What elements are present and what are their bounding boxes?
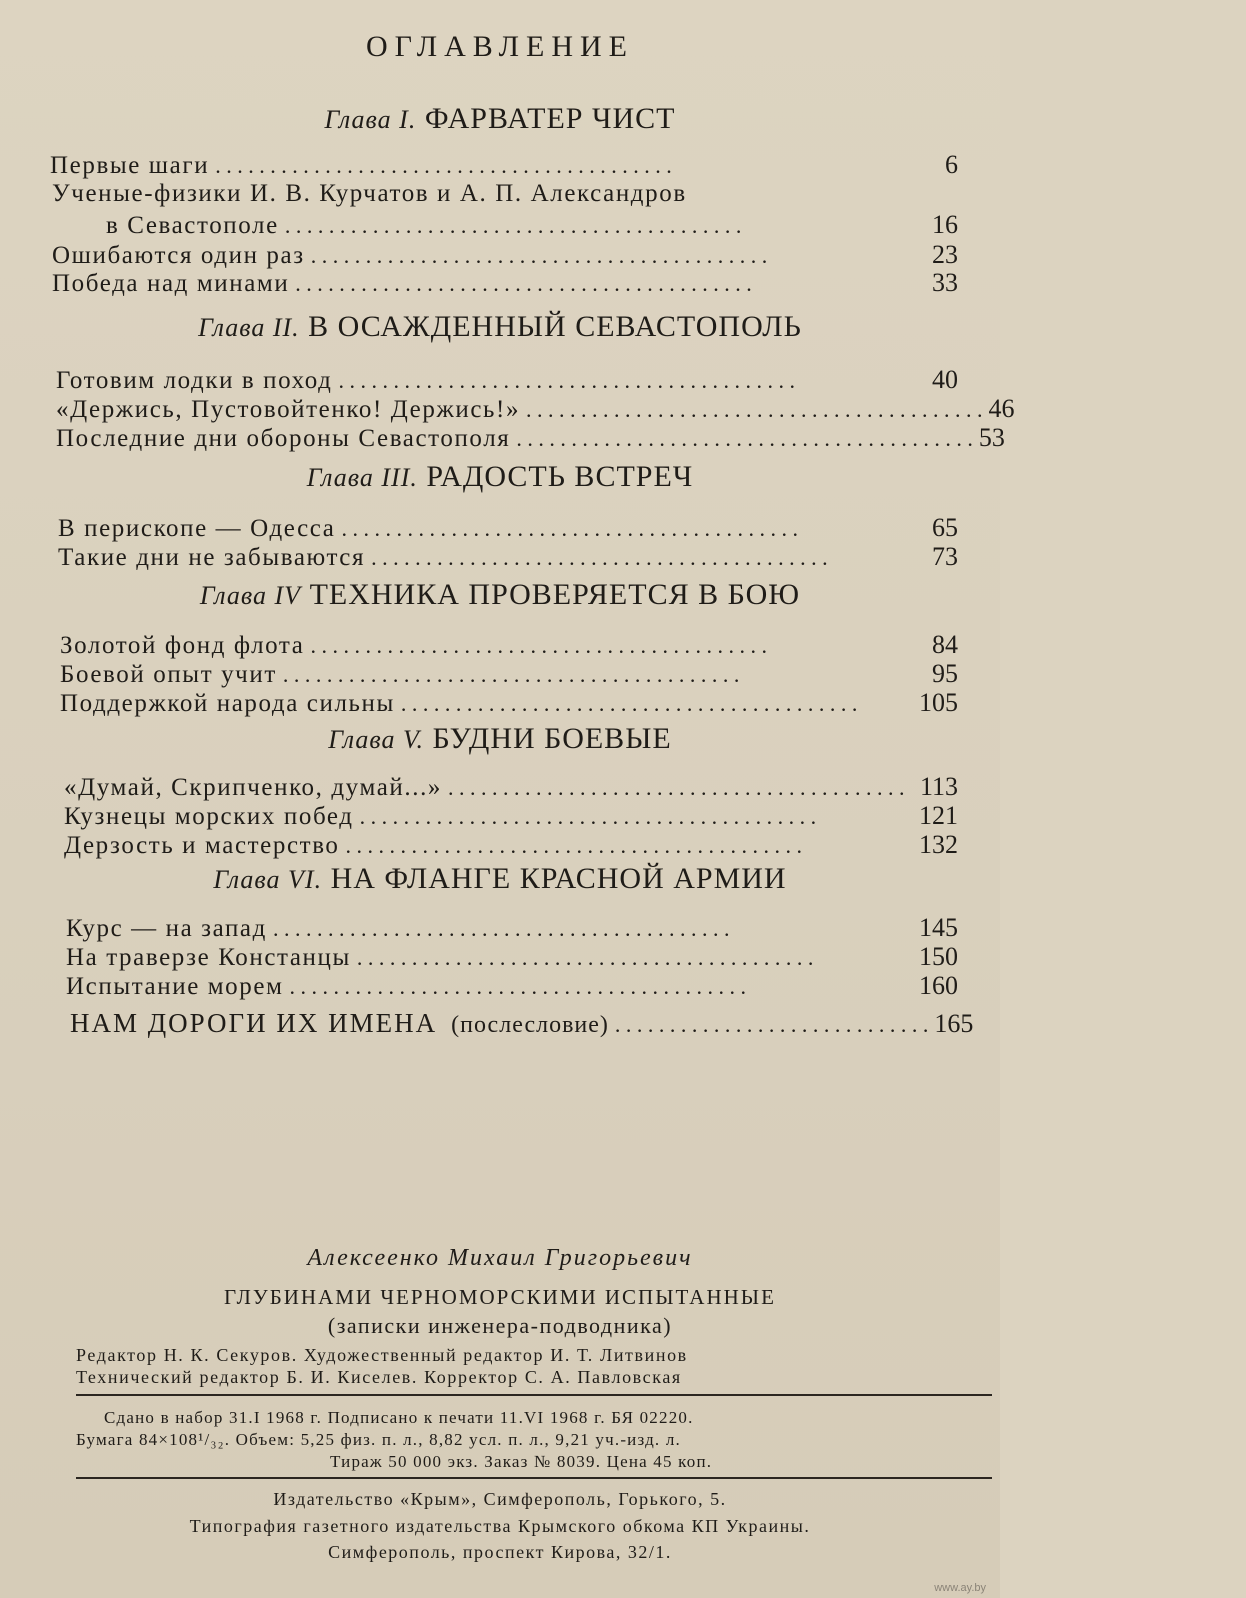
chapter-title: НА ФЛАНГЕ КРАСНОЙ АРМИИ: [330, 862, 787, 895]
toc-entry-page: 121: [919, 801, 958, 830]
leader-dots: . . . . . . . . . . . . . . . . . . . . . . . . . . . . . . . . . . . . . . . . . .: [310, 633, 767, 658]
imprint-tech-line: Сдано в набор 31.I 1968 г. Подписано к печати 11.VI 1968 г. БЯ 02220.: [104, 1408, 694, 1427]
toc-entry-title: Дерзость и мастерство: [64, 832, 340, 859]
toc-entry[interactable]: [50, 150, 958, 180]
chapter-number: Глава V.: [328, 725, 424, 754]
toc-entry-page: 145: [919, 913, 958, 942]
toc-entry-title: Курс — на запад: [66, 915, 267, 942]
toc-entry-title: Готовим лодки в поход: [56, 367, 333, 394]
toc-entry-page: 73: [932, 542, 958, 571]
imprint-author: Алексеенко Михаил Григорьевич: [307, 1245, 693, 1271]
toc-entry-title: Испытание морем: [66, 973, 284, 1000]
imprint-printer-address: Симферополь, проспект Кирова, 32/1.: [328, 1542, 672, 1562]
toc-entry[interactable]: [56, 423, 1005, 453]
toc-entry-page: 6: [945, 150, 958, 179]
toc-entry-page: 150: [919, 942, 958, 971]
toc-entry[interactable]: [66, 942, 958, 972]
toc-entry-page: 40: [932, 365, 958, 394]
toc-entry-title: Кузнецы морских побед: [64, 803, 354, 830]
imprint-credits: Технический редактор Б. И. Киселев. Корректор С. А. Павловская: [76, 1367, 682, 1387]
toc-entry-title-line1: Ученые-физики И. В. Курчатов и А. П. Александров: [52, 180, 687, 207]
toc-entry-page: 23: [932, 240, 958, 269]
divider: [76, 1477, 992, 1479]
chapter-number: Глава II.: [198, 313, 300, 342]
leader-dots: . . . . . . . . . . . . . . . . . . . . . . . . . . . . . . . . . . . . . . . . . .: [310, 243, 768, 268]
leader-dots: . . . . . . . . . . . . . . . . . . . . . . . . . . . . . . . . . . . . . . . . . .: [282, 662, 740, 687]
toc-entry-page: 16: [932, 210, 958, 239]
imprint-tech-line: Тираж 50 000 экз. Заказ № 8039. Цена 45 коп.: [330, 1452, 713, 1471]
toc-entry-title: Ошибаются один раз: [52, 242, 305, 269]
toc-entry[interactable]: [66, 971, 958, 1001]
toc-entry-page: 53: [978, 423, 1005, 452]
imprint-tech-line: Бумага 84×108¹/₃₂. Объем: 5,25 физ. п. л., 8,82 усл. п. л., 9,21 уч.-изд. л.: [76, 1430, 681, 1449]
toc-entry-title: На траверзе Констанцы: [66, 944, 351, 971]
chapter-number: Глава IV: [199, 581, 302, 610]
leader-dots: . . . . . . . . . . . . . . . . . . . . . . . . . . . . .: [614, 1012, 929, 1037]
toc-entry-title: Победа над минами: [52, 270, 290, 297]
toc-entry-subtitle: (послесловие): [451, 1012, 609, 1038]
leader-dots: . . . . . . . . . . . . . . . . . . . . . . . . . . . . . . . . . . . . . . . . . .: [289, 974, 746, 999]
toc-entry-title: Первые шаги: [50, 152, 210, 179]
toc-entry-title: НАМ ДОРОГИ ИХ ИМЕНА: [70, 1008, 438, 1038]
leader-dots: . . . . . . . . . . . . . . . . . . . . . . . . . . . . . . . . . . . . . . . . . .: [400, 691, 858, 716]
chapter-number: Глава III.: [306, 463, 418, 492]
toc-entry-afterword[interactable]: [70, 1008, 974, 1039]
leader-dots: . . . . . . . . . . . . . . . . . . . . . . . . . . . . . . . . . . . . . . . . . .: [526, 397, 983, 422]
leader-dots: . . . . . . . . . . . . . . . . . . . . . . . . . . . . . . . . . . . . . . . . . .: [215, 153, 672, 178]
chapter-heading: [0, 460, 1000, 494]
chapter-number: Глава VI.: [213, 865, 323, 894]
toc-entry[interactable]: [66, 913, 958, 943]
toc-entry-page: 65: [932, 513, 958, 542]
chapter-heading: [0, 102, 1000, 136]
toc-entry-title: «Думай, Скрипченко, думай...»: [64, 774, 443, 801]
toc-entry-title: Поддержкой народа сильны: [60, 690, 395, 717]
toc-entry-page: 160: [919, 971, 958, 1000]
toc-entry[interactable]: [64, 801, 958, 831]
toc-entry[interactable]: [58, 513, 958, 543]
toc-entry-page: 33: [932, 268, 958, 297]
toc-entry-page: 105: [919, 688, 958, 717]
toc-entry[interactable]: [60, 659, 958, 689]
leader-dots: . . . . . . . . . . . . . . . . . . . . . . . . . . . . . . . . . . . . . . . . . .: [359, 804, 817, 829]
imprint-credits: Редактор Н. К. Секуров. Художественный редактор И. Т. Литвинов: [76, 1345, 688, 1365]
toc-entry[interactable]: [64, 772, 958, 802]
leader-dots: . . . . . . . . . . . . . . . . . . . . . . . . . . . . . . . . . . . . . . . . . .: [448, 775, 905, 800]
imprint-book-subtitle: (записки инженера-подводника): [327, 1313, 673, 1338]
leader-dots: . . . . . . . . . . . . . . . . . . . . . . . . . . . . . . . . . . . . . . . . . .: [295, 271, 752, 296]
toc-entry[interactable]: [52, 268, 958, 298]
toc-entry[interactable]: [58, 542, 958, 572]
toc-entry-title: Золотой фонд флота: [60, 632, 305, 659]
imprint-publisher: Издательство «Крым», Симферополь, Горького, 5.: [273, 1489, 727, 1509]
toc-entry-title: В перископе — Одесса: [58, 515, 336, 542]
watermark: www.ay.by: [934, 1582, 986, 1594]
chapter-title: ТЕХНИКА ПРОВЕРЯЕТСЯ В БОЮ: [309, 578, 801, 611]
toc-entry-page: 95: [932, 659, 958, 688]
leader-dots: . . . . . . . . . . . . . . . . . . . . . . . . . . . . . . . . . . . . . . . . . .: [371, 545, 828, 570]
chapter-title: ФАРВАТЕР ЧИСТ: [424, 102, 676, 135]
toc-entry-page: 132: [919, 830, 958, 859]
chapter-title: БУДНИ БОЕВЫЕ: [432, 722, 672, 755]
toc-entry-title: Боевой опыт учит: [60, 661, 277, 688]
chapter-heading: [0, 578, 1000, 612]
chapter-heading: [0, 862, 1000, 896]
leader-dots: . . . . . . . . . . . . . . . . . . . . . . . . . . . . . . . . . . . . . . . . . .: [272, 916, 730, 941]
leader-dots: . . . . . . . . . . . . . . . . . . . . . . . . . . . . . . . . . . . . . . . . . .: [516, 426, 973, 451]
contents-heading: ОГЛАВЛЕНИЕ: [366, 30, 634, 63]
toc-entry[interactable]: [52, 240, 958, 270]
chapter-heading: [0, 722, 1000, 756]
toc-entry-title: Такие дни не забываются: [58, 544, 366, 571]
toc-entry-page: 165: [934, 1009, 974, 1038]
leader-dots: . . . . . . . . . . . . . . . . . . . . . . . . . . . . . . . . . . . . . . . . . .: [341, 516, 798, 541]
chapter-heading: [0, 310, 1000, 344]
toc-entry-page: 113: [919, 772, 958, 801]
toc-entry[interactable]: [106, 210, 958, 240]
toc-entry[interactable]: [56, 365, 958, 395]
chapter-number: Глава I.: [324, 105, 417, 134]
toc-entry-title: в Севастополе: [106, 212, 279, 239]
toc-entry-page: 46: [988, 394, 1015, 423]
leader-dots: . . . . . . . . . . . . . . . . . . . . . . . . . . . . . . . . . . . . . . . . . .: [338, 368, 795, 393]
chapter-title: РАДОСТЬ ВСТРЕЧ: [426, 460, 694, 493]
imprint-book-title: ГЛУБИНАМИ ЧЕРНОМОРСКИМИ ИСПЫТАННЫЕ: [224, 1285, 776, 1309]
toc-entry-title: Последние дни обороны Севастополя: [56, 425, 511, 452]
leader-dots: . . . . . . . . . . . . . . . . . . . . . . . . . . . . . . . . . . . . . . . . . .: [356, 945, 814, 970]
divider: [76, 1394, 992, 1396]
toc-entry[interactable]: [60, 688, 958, 718]
chapter-title: В ОСАЖДЕННЫЙ СЕВАСТОПОЛЬ: [308, 310, 802, 343]
toc-entry-page: 84: [932, 630, 958, 659]
toc-entry[interactable]: [56, 394, 1015, 424]
toc-entry-title: «Держись, Пустовойтенко! Держись!»: [56, 396, 521, 423]
toc-entry[interactable]: [60, 630, 958, 660]
leader-dots: . . . . . . . . . . . . . . . . . . . . . . . . . . . . . . . . . . . . . . . . . .: [345, 833, 803, 858]
leader-dots: . . . . . . . . . . . . . . . . . . . . . . . . . . . . . . . . . . . . . . . . . .: [284, 213, 742, 238]
toc-entry[interactable]: [64, 830, 958, 860]
imprint-printer: Типография газетного издательства Крымского обкома КП Украины.: [189, 1516, 811, 1536]
